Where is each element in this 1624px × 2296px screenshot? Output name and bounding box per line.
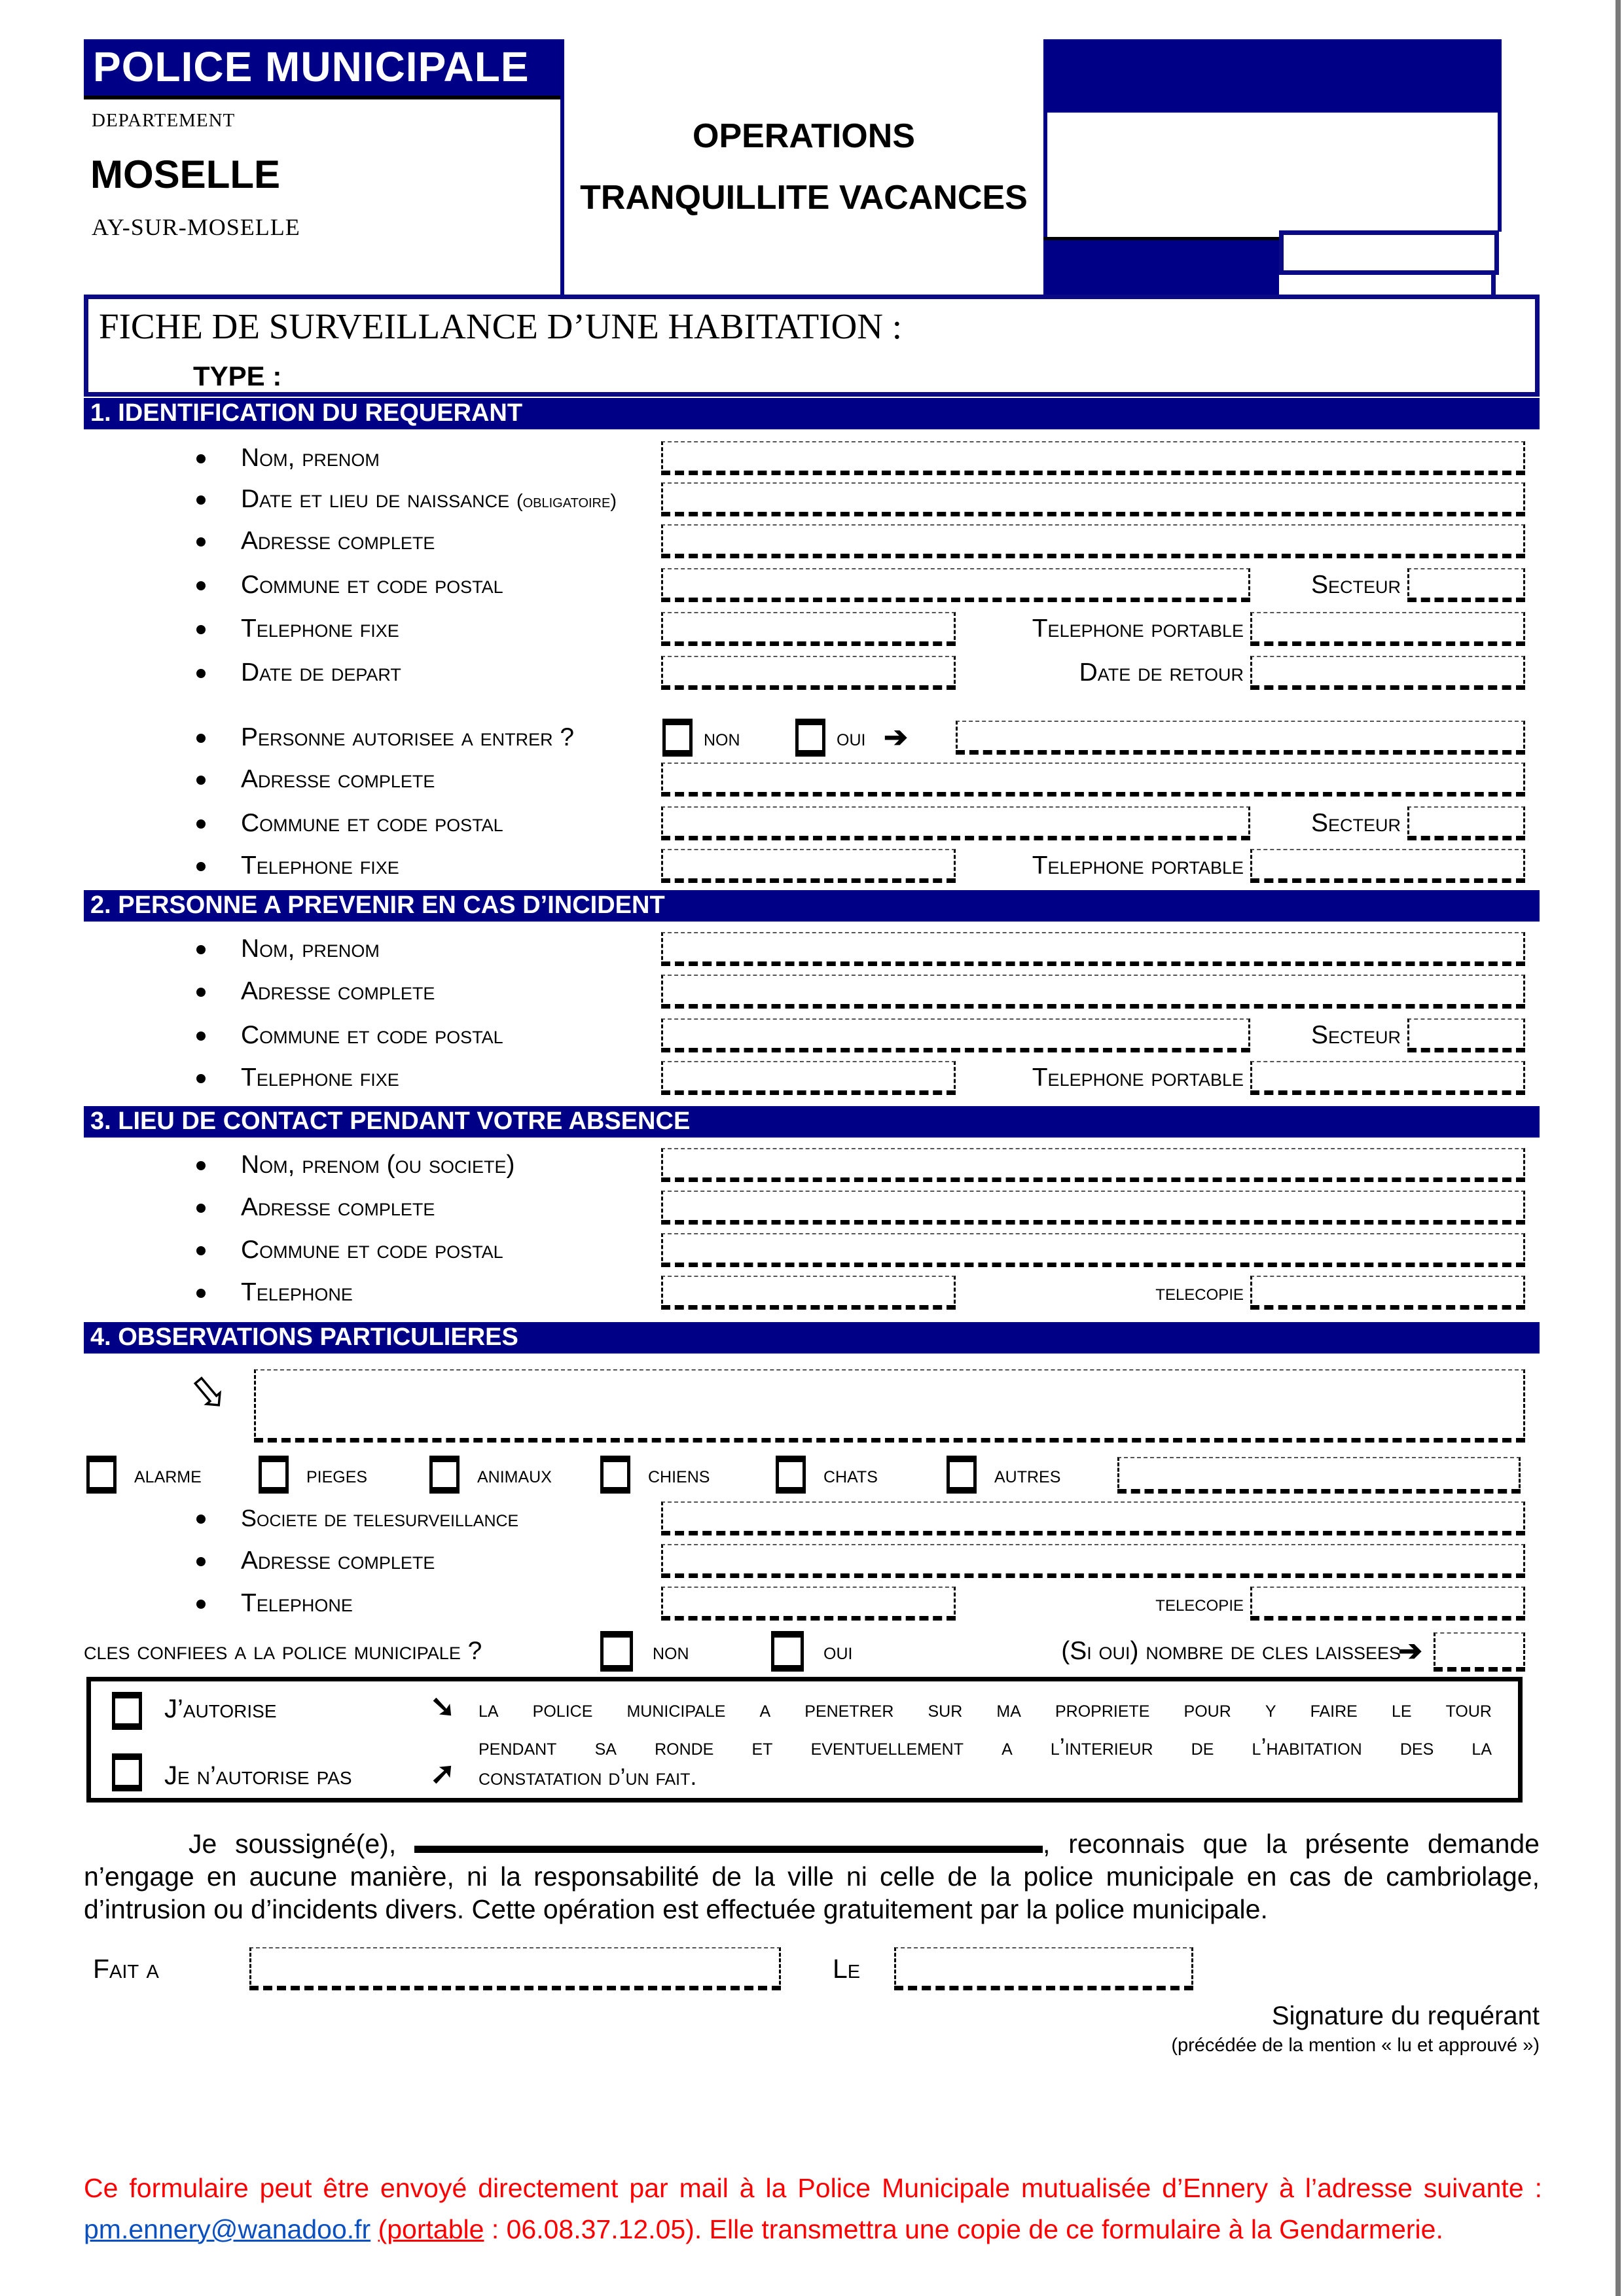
row-s2-commune [84,1018,1540,1052]
bullet-icon [196,1204,206,1213]
secteur-label: Secteur [1310,1021,1401,1049]
chats-label: chats [823,1461,878,1488]
telephone-portable-input[interactable] [1250,612,1525,646]
bullet-icon [196,1161,206,1170]
row-naissance [84,482,1540,516]
s3-nom-input[interactable] [661,1148,1525,1182]
cles-non-checkbox[interactable] [600,1631,633,1672]
row-telephone-1 [84,612,1540,646]
date-retour-input[interactable] [1250,656,1525,690]
commune-label: Commune et code postal [241,809,503,837]
right-arrow-icon: ➔ [1398,1635,1422,1667]
autres-input[interactable] [1117,1457,1521,1494]
telephone-portable2-input[interactable] [1250,849,1525,883]
type-label: TYPE : [193,361,282,391]
declaration-suffix: , reconnais que la présente demande [1043,1829,1540,1859]
signature-block [754,2001,1540,2056]
section4-title: 4. OBSERVATIONS PARTICULIERES [90,1323,518,1351]
nautorise-pas-label: Je n’autorise pas [164,1761,352,1790]
nautorise-pas-checkbox[interactable] [112,1753,142,1791]
secteur-input[interactable] [1407,568,1525,602]
s3-telecopie-input[interactable] [1250,1276,1525,1310]
signature-mention: (précédée de la mention « lu et approuvé ») [1171,2035,1540,2056]
bullet-icon [196,1600,206,1609]
autres-label: autres [994,1461,1061,1488]
oui-label: oui [823,1638,853,1664]
bullet-icon [196,988,206,997]
row-adresse-1 [84,524,1540,558]
secteur2-input[interactable] [1407,806,1525,840]
fait-a-input[interactable] [249,1947,781,1990]
section2-header [84,890,1540,922]
section1-header [84,398,1540,429]
declaration-line1 [84,1827,1540,1860]
alarme-label: alarme [134,1461,202,1488]
secteur-label: Secteur [1310,809,1401,837]
row-s3-adresse [84,1191,1540,1225]
note-arrow-icon: ⇩ [177,1361,240,1426]
personne-oui-checkbox[interactable] [795,719,825,757]
adresse-input[interactable] [661,524,1525,558]
departement-value: MOSELLE [90,152,281,196]
telephone-portable-label: Telephone portable [1032,615,1244,643]
section3-header [84,1106,1540,1138]
date-retour-label: Date de retour [1079,658,1244,687]
row-personne-autorisee [84,721,1540,755]
s4-adresse-label: Adresse complete [241,1547,435,1575]
naissance-input[interactable] [661,482,1525,516]
row-s3-commune [84,1233,1540,1267]
telesurveillance-input[interactable] [661,1501,1525,1535]
nombre-cles-input[interactable] [1434,1632,1525,1672]
bullet-icon [196,625,206,634]
observations-textarea[interactable] [254,1369,1525,1443]
signatory-name-field[interactable] [414,1839,1043,1853]
footer-line1: Ce formulaire peut être envoyé directement par mail à la Police Municipale mutualisée d’Ennery à l’adresse suivante : [84,2173,1542,2203]
commune-name: AY-SUR-MOSELLE [92,214,300,240]
non-label: non [653,1638,689,1664]
s3-adresse-input[interactable] [661,1191,1525,1225]
row-telesurveillance [84,1501,1540,1535]
signature-title: Signature du requérant [1271,2001,1540,2030]
telephone-fixe-label: Telephone fixe [241,615,399,643]
s2-secteur-input[interactable] [1407,1018,1525,1052]
s3-commune-label: Commune et code postal [241,1236,503,1264]
footer-line2 [84,2209,1542,2250]
s4-adresse-input[interactable] [661,1544,1525,1578]
bullet-icon [196,581,206,590]
bullet-icon [196,1289,206,1298]
row-adresse-2 [84,762,1540,797]
bullet-icon [196,1074,206,1083]
authorization-box [86,1677,1523,1803]
s2-nom-label: Nom, prenom [241,935,380,963]
bullet-icon [196,1246,206,1255]
row-s2-adresse [84,975,1540,1009]
header-small-navy-box [1043,237,1279,295]
section3-title: 3. LIEU DE CONTACT PENDANT VOTRE ABSENCE [90,1107,691,1135]
chiens-checkbox[interactable] [600,1456,630,1494]
declaration-line2: n’engage en aucune manière, ni la responsabilité de la ville ni celle de la police municipale en cas de cambriolage, [84,1861,1540,1892]
s2-adresse-input[interactable] [661,975,1525,1009]
adresse2-input[interactable] [661,762,1525,797]
bullet-icon [196,495,206,505]
row-s2-telephone [84,1061,1540,1095]
header-box-border-right [1498,113,1502,232]
header-connector-line [1491,274,1496,297]
oui-label: oui [837,724,866,751]
declaration-prefix: Je soussigné(e), [189,1829,397,1859]
authorization-text-line3: constatation d’un fait. [478,1763,697,1790]
telephone-portable-label: Telephone portable [1032,852,1244,880]
s3-commune-input[interactable] [661,1233,1525,1267]
section4-header [84,1322,1540,1354]
non-label: non [704,724,740,751]
secteur-label: Secteur [1310,571,1401,599]
row-s4-adresse [84,1544,1540,1578]
adresse-label: Adresse complete [241,527,435,555]
right-arrow-icon: ➔ [884,721,908,753]
personne-autorisee-label: Personne autorisee a entrer ? [241,723,575,751]
fait-a-label: Fait a [93,1954,159,1984]
animaux-label: animaux [477,1461,552,1488]
operation-title-line1: OPERATIONS [693,117,915,155]
authorization-text-line1: la police municipale a penetrer sur ma propriete pour y faire le tour [478,1695,1492,1722]
date-depart-label: Date de depart [241,658,401,687]
row-s3-nom [84,1148,1540,1182]
s4-telephone-label: Telephone [241,1589,353,1617]
northeast-arrow-icon: ➚ [430,1756,456,1790]
s2-nom-input[interactable] [661,932,1525,966]
s2-commune-label: Commune et code postal [241,1021,503,1049]
bullet-icon [196,1031,206,1041]
cles-label: cles confiees a la police municipale ? [84,1637,482,1665]
bullet-icon [196,1557,206,1566]
autorise-checkbox[interactable] [112,1692,142,1730]
s3-nom-label: Nom, prenom (ou societe) [241,1151,515,1179]
declaration-paragraph [84,1827,1540,1926]
telephone-portable-label: Telephone portable [1032,1064,1244,1092]
telephone-fixe-label: Telephone fixe [241,852,399,880]
s2-portable-input[interactable] [1250,1061,1525,1095]
departement-label: DEPARTEMENT [92,110,236,131]
telecopie-label: telecopie [1155,1591,1244,1616]
row-dates [84,656,1540,690]
commune-label: Commune et code postal [241,571,503,599]
form-title: FICHE DE SURVEILLANCE D’UNE HABITATION : [99,306,903,346]
header-box-border-left [1043,113,1047,238]
bullet-icon [196,537,206,547]
row-telephone-2 [84,849,1540,883]
police-municipale-label: POLICE MUNICIPALE [93,43,530,90]
telesurveillance-label: Societe de telesurveillance [241,1505,519,1532]
bullet-icon [196,734,206,743]
operation-title-line2: TRANQUILLITE VACANCES [580,179,1028,217]
footer-note [84,2168,1542,2250]
nom-prenom-label: Nom, prenom [241,444,380,472]
s2-telephone-label: Telephone fixe [241,1064,399,1092]
bullet-icon [196,776,206,785]
form-title-box [84,295,1540,397]
bullet-icon [196,945,206,954]
le-label: Le [833,1954,861,1984]
autres-checkbox[interactable] [947,1456,977,1494]
chiens-label: chiens [648,1461,710,1488]
operation-title [564,39,1043,295]
s3-telephone-label: Telephone [241,1278,353,1306]
personne-non-checkbox[interactable] [662,719,693,757]
s3-adresse-label: Adresse complete [241,1193,435,1221]
footer-portable: (portable [378,2214,484,2244]
row-s4-telephone [84,1587,1540,1621]
section2-title: 2. PERSONNE A PREVENIR EN CAS D’INCIDENT [90,891,665,919]
bullet-icon [196,819,206,829]
pieges-checkbox[interactable] [259,1456,289,1494]
bullet-icon [196,1515,206,1524]
scan-edge [1615,0,1621,2296]
s2-adresse-label: Adresse complete [241,977,435,1005]
section1-title: 1. IDENTIFICATION DU REQUERANT [90,399,523,427]
chats-checkbox[interactable] [776,1456,806,1494]
personne-autorisee-input[interactable] [956,721,1525,755]
header-logo-box [1043,39,1502,113]
row-nom-prenom-1 [84,441,1540,475]
row-commune-2 [84,806,1540,840]
si-oui-label: (Si oui) nombre de cles laissees [1061,1637,1401,1665]
bullet-icon [196,862,206,871]
naissance-obligatoire: (obligatoire) [516,491,617,512]
cles-oui-checkbox[interactable] [771,1631,804,1672]
le-input[interactable] [894,1947,1193,1990]
options-checkbox-row [84,1456,1540,1494]
s4-telecopie-input[interactable] [1250,1587,1525,1621]
telecopie-label: telecopie [1155,1280,1244,1305]
header-small-white-box [1279,230,1499,275]
row-s2-nom [84,932,1540,966]
fait-le-row [84,1947,1540,1990]
animaux-checkbox[interactable] [429,1456,460,1494]
police-municipale-banner [84,39,564,99]
pieges-label: pieges [306,1461,368,1488]
autorise-label: J’autorise [164,1695,277,1723]
bullet-icon [196,454,206,463]
bullet-icon [196,669,206,678]
footer-rest: : 06.08.37.12.05). Elle transmettra une copie de ce formulaire à la Gendarmerie. [484,2214,1443,2244]
row-s3-telephone [84,1276,1540,1310]
southeast-arrow-icon: ➘ [430,1689,456,1723]
cles-row [84,1631,1540,1672]
row-commune-1 [84,568,1540,602]
naissance-label: Date et lieu de naissance (obligatoire) [241,485,617,513]
email-link[interactable]: pm.ennery@wanadoo.fr [84,2214,371,2244]
adresse-label: Adresse complete [241,765,435,793]
nom-prenom-input[interactable] [661,441,1525,475]
declaration-line3: d’intrusion ou d’incidents divers. Cette opération est effectuée gratuitement par la police municipale. [84,1894,1268,1924]
alarme-checkbox[interactable] [86,1456,117,1494]
authorization-text-line2: pendant sa ronde et eventuellement a l’interieur de l’habitation des la [478,1733,1492,1760]
